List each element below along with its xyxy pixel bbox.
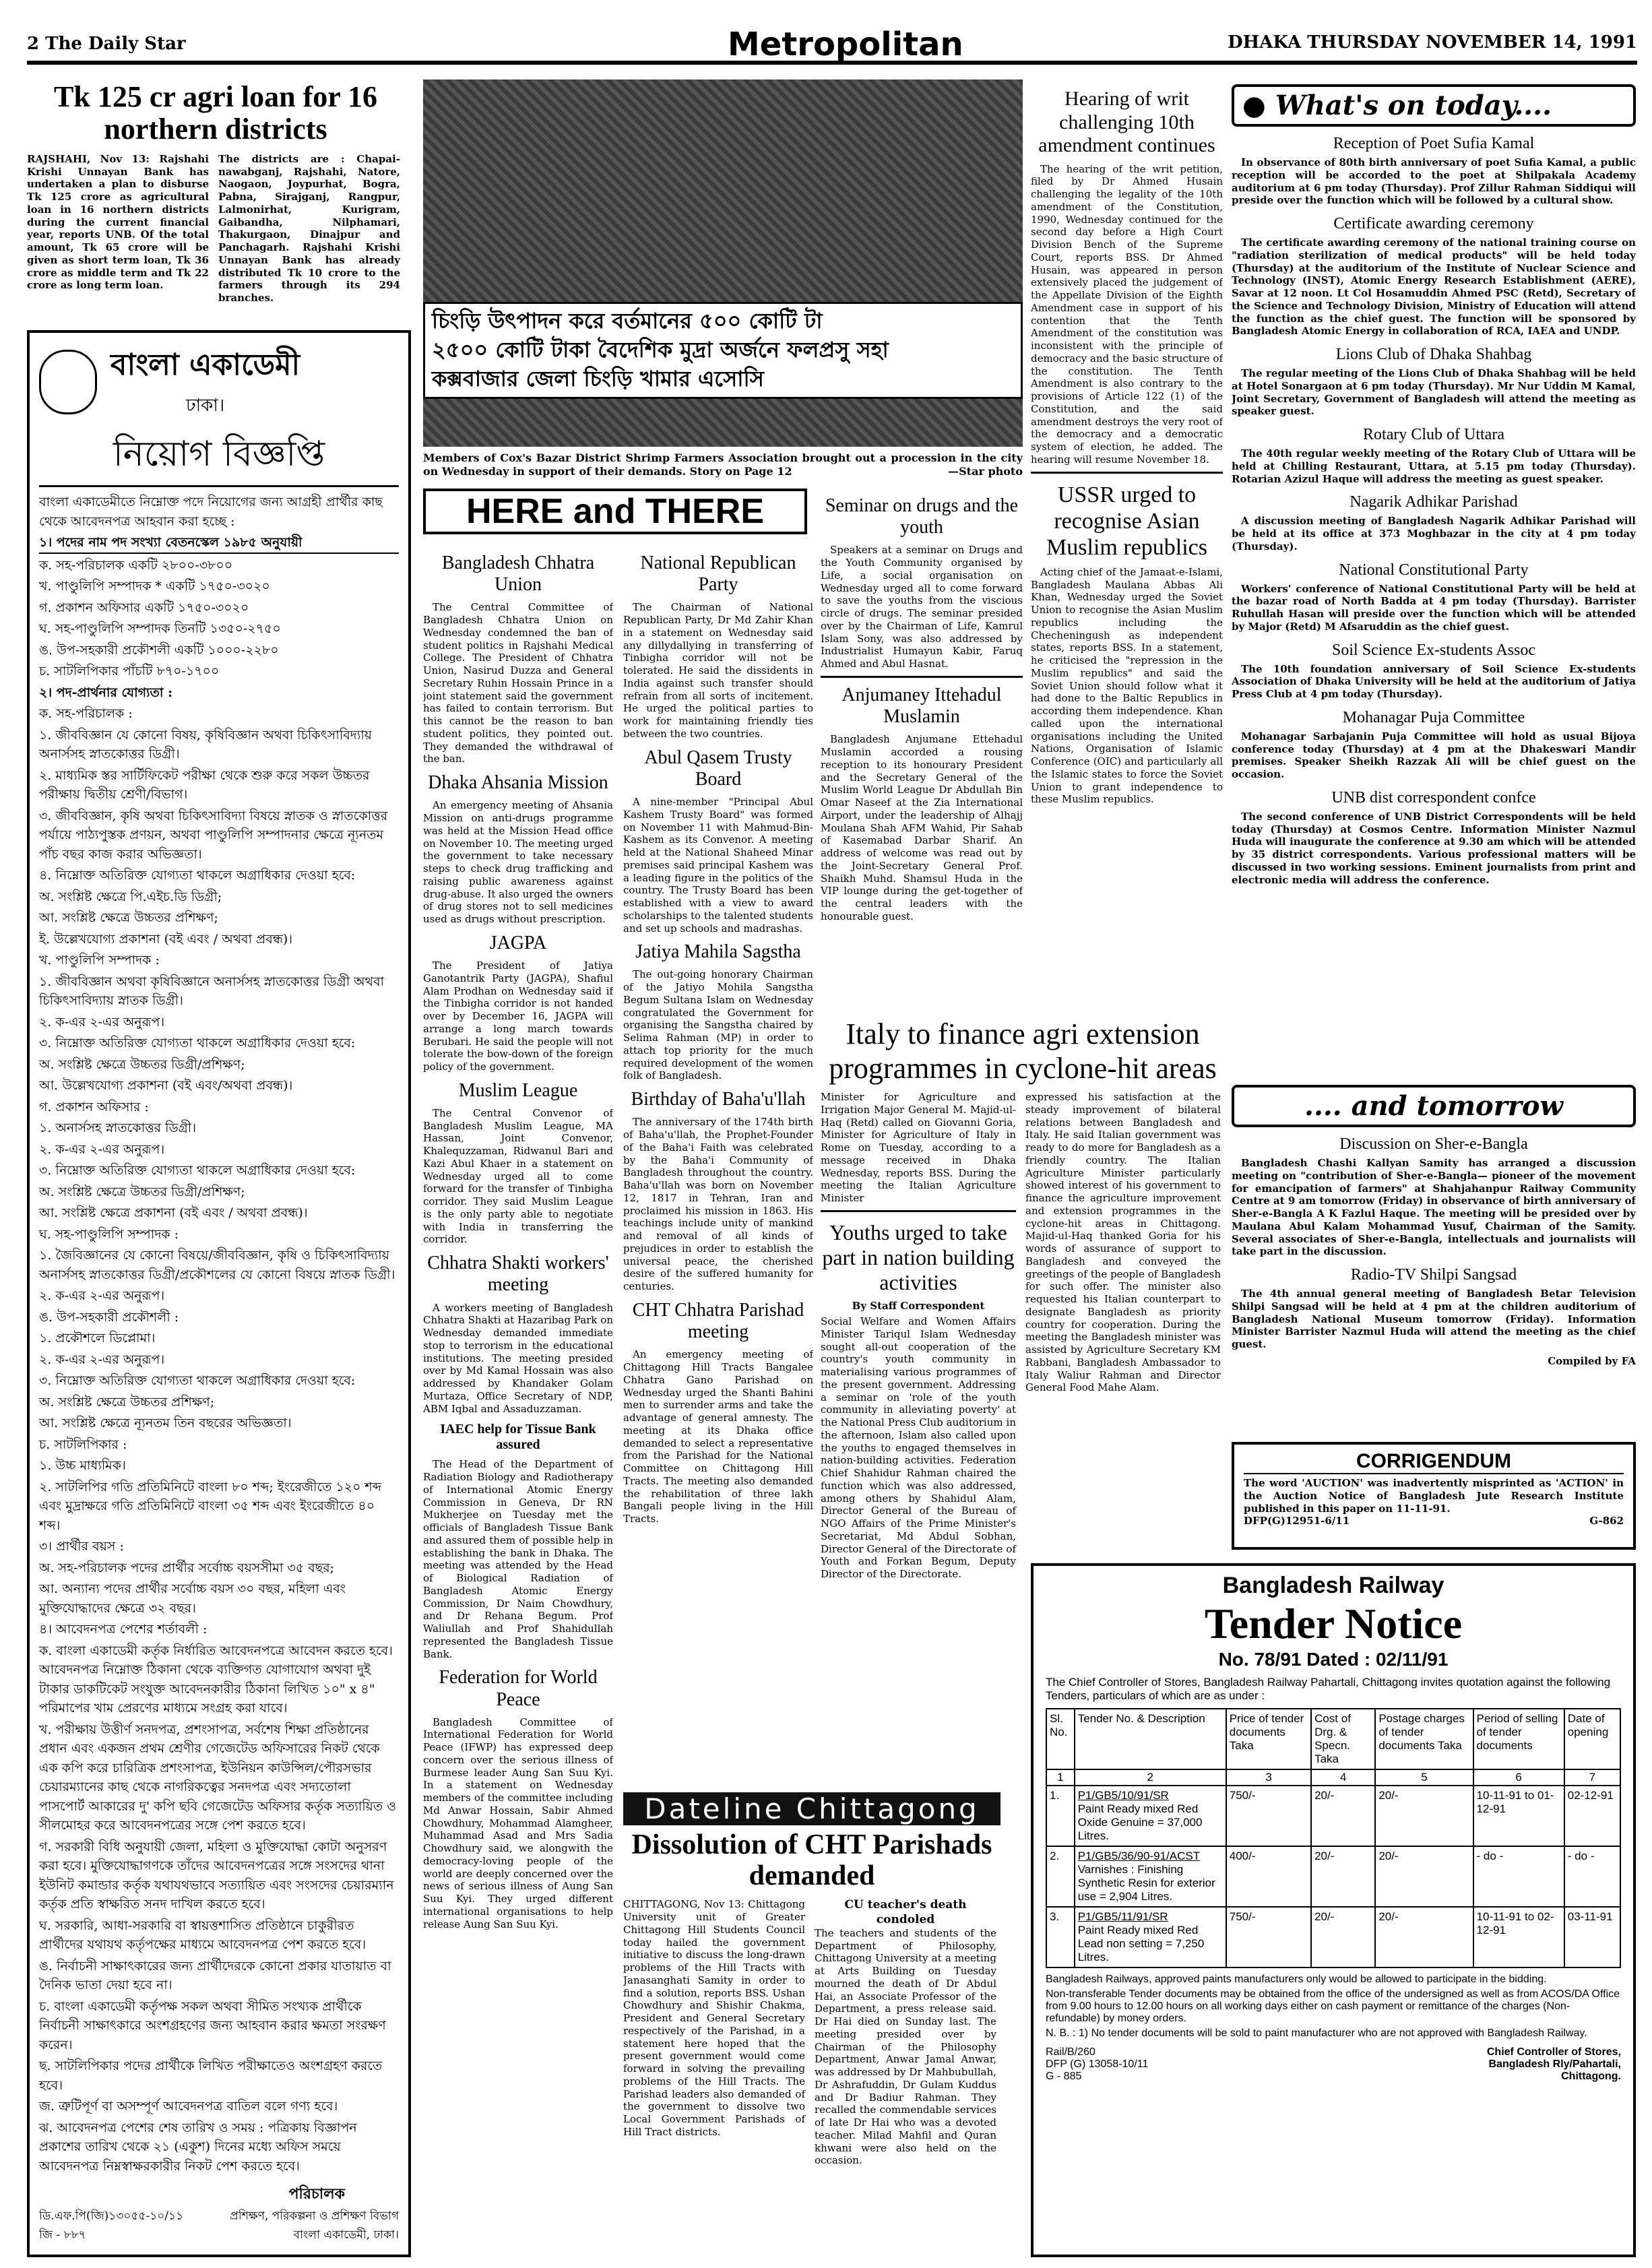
tender-sl: 2. xyxy=(1046,1846,1075,1907)
qualification-item: ২. ক-এর ২-এর অনুরূপ। xyxy=(39,1288,165,1303)
article-headline: National Republican Party xyxy=(640,553,796,596)
tender-row xyxy=(1046,1846,1620,1907)
tender-item-desc: Paint Ready mixed Red Oxide Genuine = 37,000 Litres. xyxy=(1077,1802,1203,1842)
post-row: গ. প্রকাশন অফিসার একটি ১৭৫০-৩০২০ xyxy=(39,600,249,615)
tender-postage: 20/- xyxy=(1375,1907,1473,1967)
tender-period: - do - xyxy=(1473,1846,1564,1907)
qualification-item: ঘ. সহ-পাণ্ডুলিপি সম্পাদক : xyxy=(39,1226,179,1242)
agri-loan-col1: RAJSHAHI, Nov 13: Rajshahi Krishi Unnayan Bank has undertaken a plan to disburse Tk 125 crore as agricultural loan in 16 northern districts during the current financial year, reports UNB. Of the total amount, Tk 65 crore will be given as short term loan, Tk 36 crore as middle term and Tk 22 crore as long term loan. xyxy=(27,152,209,292)
article-headline: Chhatra Shakti workers' meeting xyxy=(427,1253,609,1296)
tender-column-number: 5 xyxy=(1375,1769,1473,1786)
qualification-item: ৩। প্রার্থীর বয়স : xyxy=(39,1539,124,1554)
today-event-body: In observance of 80th birth anniversary of poet Sufia Kamal, a public reception will be accorded to the poet at Shilpakala Academy auditorium at 6 pm today (Thursday). Prof Zillur Rahman Siddiqui will preside over the function which will be followed by a cultural show. xyxy=(1232,156,1636,207)
post-row: ঙ. উপ-সহকারী প্রকৌশলী একটি ১০০০-২২৮০ xyxy=(39,642,279,658)
tender-column-header: Cost of Drg. & Specn. Taka xyxy=(1311,1709,1375,1769)
tomorrow-event-title: Radio-TV Shilpi Sangsad xyxy=(1350,1266,1517,1284)
qualification-item: ২. ক-এর ২-এর অনুরূপ। xyxy=(39,1141,165,1157)
tender-opening: 03-11-91 xyxy=(1564,1907,1620,1967)
qualification-item: আ. সংশ্লিষ্ট ক্ষেত্রে উচ্চতর প্রশিক্ষণ; xyxy=(39,910,218,925)
qual-head: ২। পদ-প্রার্থনার যোগ্যতা : xyxy=(39,685,172,700)
qualification-item: ৪। আবেদনপত্র পেশের শর্তাবলী : xyxy=(39,1622,208,1637)
qualification-item: ৩. নিম্নোক্ত অতিরিক্ত যোগ্যতা থাকলে অগ্রাধিকার দেওয়া হবে: xyxy=(39,1163,356,1178)
masthead-rule xyxy=(27,61,1637,65)
qualification-item: ই. উল্লেখযোগ্য প্রকাশনা (বই এবং / অথবা প্রবন্ধ)। xyxy=(39,931,293,947)
academy-city: ঢাকা। xyxy=(185,396,225,416)
article-body: The Central Committee of Bangladesh Chhatra Union on Wednesday condemned the ban of student politics in Rajshahi Medical College. The President of Chhatra Union, Nasirud Duzza and General Secretary Ruhin Hossain Prince in a joint statement said the government has failed to contain terrorism. But this cannot be the reason to ban student politics, they pointed out. They demanded the withdrawal of the ban. xyxy=(423,601,613,765)
qualification-item: ২. ক-এর ২-এর অনুরূপ। xyxy=(39,1352,165,1367)
tender-notice xyxy=(1031,1563,1636,2257)
tender-period: 10-11-91 to 01-12-91 xyxy=(1473,1786,1564,1846)
tender-postage: 20/- xyxy=(1375,1846,1473,1907)
tender-opening: - do - xyxy=(1564,1846,1620,1907)
writ-ussr-column xyxy=(1031,88,1223,1017)
tender-number: No. 78/91 Dated : 02/11/91 xyxy=(1218,1649,1449,1670)
qualification-item: অ. সংশ্লিষ্ট ক্ষেত্রে পি.এইচ.ডি ডিগ্রী; xyxy=(39,889,222,904)
photo-credit: —Star photo xyxy=(948,465,1023,478)
youths-headline: Youths urged to take part in nation building activities xyxy=(822,1220,1015,1294)
bullet-icon: ● xyxy=(1242,90,1266,121)
today-event-title: UNB dist correspondent confce xyxy=(1331,788,1536,807)
writ-headline: Hearing of writ challenging 10th amendment continues xyxy=(1038,88,1215,156)
seminar-body: Speakers at a seminar on Drugs and the Youth Community organised by Life, a social organisation on Wednesday urged all to come forward to save the youths from the viscious circle of drugs. The seminar presided over by the Chairman of Life, Kamrul Islam Sony, was also addressed by Industrialist Humayun Kabir, Faruq Ahmed and Abul Hasnat. xyxy=(821,544,1023,670)
corrigendum-code: G-862 xyxy=(1589,1515,1624,1527)
anjumaney-body: Bangladesh Anjumane Ettehadul Muslamin accorded a rousing reception to its honourary President and the Secretary General of the Muslim World League Dr Abdullah Bin Omar Naseef at the Zia International Airport, under the leadership of Alhajj Moulana Shah AFM Wahid, Pir Sahab of Kasemabad Darbar Sharif. An address of welcome was read out by the Joint-Secretary General Prof. Shaikh Muhd. Shamsul Huda in the VIP lounge during the get-together of the central leaders with the honourable guest. xyxy=(821,733,1023,922)
today-event-title: Certificate awarding ceremony xyxy=(1333,215,1534,232)
photo-banner xyxy=(423,302,1023,399)
tender-rows xyxy=(1046,1786,1620,1967)
corrigendum-title: CORRIGENDUM xyxy=(1244,1450,1624,1474)
tender-item-desc: Varnishes : Finishing Synthetic Resin for exterior use = 2,904 Litres. xyxy=(1077,1863,1215,1903)
today-banner xyxy=(1232,84,1636,127)
and-tomorrow xyxy=(1232,1085,1636,1462)
article-headline: CHT Chhatra Parishad meeting xyxy=(632,1299,804,1343)
tender-description xyxy=(1075,1846,1226,1907)
page-label: 2 The Daily Star xyxy=(27,34,186,54)
seminar-headline: Seminar on drugs and the youth xyxy=(825,495,1019,538)
qualification-item: অ. সংশ্লিষ্ট ক্ষেত্রে উচ্চতর ডিগ্রী/প্রশিক্ষণ; xyxy=(39,1184,245,1199)
qualification-item: ঘ. সরকারি, আধা-সরকারি বা স্বায়ত্তশাসিত প্রতিষ্ঠানে চাকুরীরত প্রার্থীদের যথাযথ কর্তৃপক্ষের মাধ্যমে আবেদনপত্র পেশ করতে হবে। xyxy=(39,1918,367,1952)
tender-column-header: Postage charges of tender documents Taka xyxy=(1375,1709,1473,1769)
qualification-item: ১. অনার্সসহ স্নাতকোত্তর ডিগ্রী। xyxy=(39,1121,197,1135)
tender-row xyxy=(1046,1786,1620,1846)
italy-col2: expressed his satisfaction at the steady improvement of bilateral relations between Bangladesh and Italy. He said Italian government was ready to do more for Bangladesh as a friendly country. The Italian Agriculture Minister particularly showed interest of his government to finance the agriculture improvement and extension programmes in the cyclone-hit areas in Chittagong. Majid-ul-Haq thanked Goria for his words of assurance of support to Bangladesh and conveyed the greetings of the people of Bangladesh for such offer. The minister also requested his Italian counterpart to designate Bangladesh as priority country for cooperation. During the meeting the Bangladesh minister was assisted by Agriculture Secretary KM Rabbani, Bangladesh Ambassador to Italy Waliur Rahman and Director General Food Mahe Alam. xyxy=(1025,1091,1221,1394)
qualification-item: ৩. নিম্নোক্ত অতিরিক্ত যোগ্যতা থাকলে অগ্রাধিকার দেওয়া হবে: xyxy=(39,1373,356,1388)
corrigendum xyxy=(1232,1442,1636,1550)
qualification-item: ক. বাংলা একাডেমী কর্তৃক নির্ধারিত আবেদনপত্রে আবেদন করতে হবে। আবেদনপত্র নিম্নোক্ত ঠিকানা থেকে ব্যক্তিগত যোগাযোগ অথবা দুই টাকার ডাকটিকেট সংযুক্ত আবেদনকারীর ঠিকানা লিখিত ১০" x ৪" পরিমাপের খাম প্রেরণের মাধ্যমে সংগ্রহ করা যাবে। xyxy=(39,1643,393,1715)
caption-text: Members of Cox's Bazar District Shrimp Farmers Association brought out a procession in the city on Wednesday in support of their demands. Story on Page 12 xyxy=(423,451,1023,478)
corrigendum-ref: DFP(G)12951-6/11 xyxy=(1244,1515,1350,1527)
today-event-title: Nagarik Adhikar Parishad xyxy=(1349,493,1518,511)
post-row: খ. পাণ্ডুলিপি সম্পাদক * একটি ১৭৫০-৩০২০ xyxy=(39,579,270,594)
whats-on-today xyxy=(1232,84,1636,1129)
tender-header-row xyxy=(1046,1709,1620,1769)
today-event-title: Mohanagar Puja Committee xyxy=(1342,708,1525,726)
tender-column-number: 4 xyxy=(1311,1769,1375,1786)
today-event-title: Rotary Club of Uttara xyxy=(1363,426,1504,443)
today-event-title: National Constitutional Party xyxy=(1339,561,1529,579)
qualification-item: জ. ত্রুটিপূর্ণ বা অসম্পূর্ণ আবেদনপত্র বাতিল বলে গণ্য হবে। xyxy=(39,2099,338,2114)
tender-price: 400/- xyxy=(1226,1846,1311,1907)
article-headline: IAEC help for Tissue Bank assured xyxy=(440,1422,596,1453)
qualification-item: ৩. নিম্নোক্ত অতিরিক্ত যোগ্যতা থাকলে অগ্রাধিকার দেওয়া হবে: xyxy=(39,1036,356,1050)
tender-cost: 20/- xyxy=(1311,1907,1375,1967)
article-body: The Central Convenor of Bangladesh Muslim League, MA Hassan, Joint Convenor, Khalequzzaman, Ridwanul Bari and Kazi Abul Khaer in a statement on Wednesday urged all to come forward for the transfer of Tinbigha corridor. They said Muslim League is the only party able to negotiate with India in transferring the corridor. xyxy=(423,1106,613,1246)
tender-sl: 3. xyxy=(1046,1907,1075,1967)
dateline: DHAKA THURSDAY NOVEMBER 14, 1991 xyxy=(1228,32,1637,53)
bangla-academy-ad xyxy=(27,330,411,2257)
qualification-item: গ. প্রকাশন অফিসার : xyxy=(39,1099,149,1114)
agri-loan-article xyxy=(27,81,404,323)
article-headline: Abul Qasem Trusty Board xyxy=(644,747,792,790)
cu-body: The teachers and students of the Department of Philosophy, Chittagong University at a meeting at Arts Building on Tuesday mourned the death of Dr Abdul Hai, an Associate Professor of the Department, a press release said. Dr Hai died on Sunday last. The meeting presided over by Chairman of the Philosophy Department, Anwar Jamal Anwar, was addressed by Dr Mahbubullah, Dr Ashrafuddin, Dr Gulam Kuddus and Dr Badiur Rahman. They recalled the commendable services of late Dr Hai who was a devoted teacher. Milad Mahfil and Quran khwani were also held on the occasion. xyxy=(815,1926,996,2167)
tender-number-code: P1/GB5/36/90-91/ACST xyxy=(1077,1850,1201,1862)
article-body: The anniversary of the 174th birth of Baha'u'llah, the Prophet-Founder of the Baha'i Faith was celebrated by the Baha'i Community of Bangladesh throughout the country. Baha'u'llah was born on November 12, 1817 in Tehran, Iran and proclaimed his mission in 1863. His teachings include unity of mankind and removal of all kinds of prejudices in order to establish the universal peace, the cherished desire of the suffered humanity for centuries. xyxy=(623,1116,813,1293)
signatory-title: পরিচালক xyxy=(288,2185,345,2203)
qualification-item: ঙ. উপ-সহকারী প্রকৌশলী : xyxy=(39,1309,179,1325)
tender-signatory: Bangladesh Rly/Pahartali, xyxy=(1488,2058,1621,2070)
article-body: A workers meeting of Bangladesh Chhatra Shakti at Hazaribag Park on Wednesday demanded immediate stop to terrorism in the educational institutions. The meeting presided over by Md Kamal Hossain was also addressed by Khandaker Golam Murtaza, Office Secretary of NDP, ABM Iqbal and Assaduzzaman. xyxy=(423,1301,613,1415)
tender-price: 750/- xyxy=(1226,1786,1311,1846)
article-body: An emergency meeting of Ahsania Mission on anti-drugs programme was held at the Mission Head office on November 10. The meeting urged the government to take necessary steps to check drug trafficking and raising public awareness against drug-abuse. It also urged the owners of drug stores not to sell medicines used as drugs without prescription. xyxy=(423,799,613,926)
qualification-item: ২. সাটলিপির গতি প্রতিমিনিটে বাংলা ৮০ শব্দ; ইংরেজীতে ১২০ শব্দ এবং মুদ্রাক্ষরে গতি প্রতিমিনিটে বাংলা ৩৫ শব্দ এবং ইংরেজীতে ৪০ শব্দ। xyxy=(39,1479,381,1533)
tender-cost: 20/- xyxy=(1311,1846,1375,1907)
banner-line: ২৫০০ কোটি টাকা বৈদেশিক মুদ্রা অর্জনে ফলপ্রসু সহা xyxy=(432,337,889,363)
writ-body: The hearing of the writ petition, filed by Dr Ahmed Husain challenging the legality of the 10th amendment of the Constitution, 1990, Wednesday continued for the second day before a High Court Division Bench of the Supreme Court, reports BSS. Dr Ahmed Husain, was appeared in person extensively placed the judgement of the Appellate Division of the Eighth Amendment case in support of his contention that the Tenth Amendment of the constitution was inconsistent with the principle of democracy and the basic structure of the constitution. The Tenth Amendment is also contrary to the provisions of Article 122 (1) of the Constitution, and the said amendment destroys the very root of the democracy and a democratic system of election, he added. The hearing will resume November 18. xyxy=(1031,162,1223,466)
qualification-item: ১. প্রকৌশলে ডিপ্লোমা। xyxy=(39,1331,156,1346)
divider xyxy=(821,676,1023,678)
tender-number-code: P1/GB5/10/91/SR xyxy=(1077,1789,1169,1802)
qualification-item: ৩. জীববিজ্ঞান, কৃষি অথবা চিকিৎসাবিদ্যা বিষয়ে স্নাতক ও স্নাতকোত্তর পর্যায়ে পাঠ্যপুস্তক প্রণয়ন, অথবা পাণ্ডুলিপি সম্পাদনার ক্ষেত্রে ন্যূনতম পাঁচ বছর কাজ করার অভিজ্ঞতা। xyxy=(39,808,388,862)
article-headline: JAGPA xyxy=(489,932,547,953)
article-headline: Jatiya Mahila Sagstha xyxy=(635,941,801,963)
tender-column-number: 3 xyxy=(1226,1769,1311,1786)
here-there-title: HERE and THERE xyxy=(423,489,807,534)
qualification-item: ক. সহ-পরিচালক : xyxy=(39,706,133,721)
article-headline: Dhaka Ahsania Mission xyxy=(428,772,608,794)
qualification-item: আ. সংশ্লিষ্ট ক্ষেত্রে ন্যূনতম তিন বছরের অভিজ্ঞতা। xyxy=(39,1416,292,1430)
tender-column-header: Price of tender documents Taka xyxy=(1226,1709,1311,1769)
ad-title: নিয়োগ বিজ্ঞপ্তি xyxy=(39,427,399,487)
here-there-col1 xyxy=(423,546,613,2257)
tender-period: 10-11-91 to 02-12-91 xyxy=(1473,1907,1564,1967)
ussr-body: Acting chief of the Jamaat-e-Islami, Bangladesh Maulana Abbas Ali Khan, Wednesday urged the Soviet Union to recognise the Asian Muslim republics including the Checheningush as independent states, reports BSS. In a statement, he criticised the "repression in the Muslim republics" and said the Soviet Union should follow what it had done to the Baltic Republics in according them independence. Khan called upon the international organisations including the United Nations, Organisation of Islamic Conference (OIC) and particularly all the Islamic states to force the Soviet Union to grant independence to these Muslim republics. xyxy=(1031,565,1223,806)
qualification-item: আ. উল্লেখযোগ্য প্রকাশনা (বই এবং/অথবা প্রবন্ধ)। xyxy=(39,1078,293,1093)
agri-loan-headline: Tk 125 cr agri loan for 16 northern districts xyxy=(54,81,377,146)
qualification-item: ২. মাধ্যমিক স্তর সার্টিফিকেট পরীক্ষা থেকে শুরু করে সকল উচ্চতর পরীক্ষায় দ্বিতীয় শ্রেণী/বিভাগ। xyxy=(39,767,370,802)
tender-column-header: Date of opening xyxy=(1564,1709,1620,1769)
qualification-item: গ. সরকারী বিধি অনুযায়ী জেলা, মহিলা ও মুক্তিযোদ্ধা কোটা অনুসরণ করা হবে। মুক্তিযোদ্ধাগণকে তাঁদের আবেদনপত্রের সঙ্গে সংসদের থানা ইউনিট কমান্ডার কর্তৃক যথাযথভাবে সত্যায়িত এবং সংসদের চেয়ারম্যান কর্তৃক প্রতি স্বাক্ষরিত সনদ দাখিল করতে হবে। xyxy=(39,1839,394,1912)
post-row: চ. সাটলিপিকার পাঁচটি ৮৭০-১৭০০ xyxy=(39,664,220,679)
tender-price: 750/- xyxy=(1226,1907,1311,1967)
tender-ref: G - 885 xyxy=(1046,2071,1082,2082)
today-event-body: A discussion meeting of Bangladesh Nagarik Adhikar Parishad will be held at its office at 373 Moghbazar in the city at 4 pm today (Thursday). xyxy=(1232,515,1636,553)
procession-photo xyxy=(423,80,1023,447)
banner-line: কক্সবাজার জেলা চিংড়ি খামার এসোসি xyxy=(432,366,764,392)
tomorrow-event-body: Bangladesh Chashi Kallyan Samity has arranged a discussion meeting on "contribution of Sher-e-Bangla— pioneer of the movement for emancipation of farmers" at Shahjahanpur Railway Community Centre at 9 am tomorrow (Friday) in observance of birth anniversary of Sher-e-Bangla A K Fazlul Haque. The meeting will be presided over by Maulana Abul Kalam Mohammad Yusuf, Chairman of the Samity. Several associates of Sher-e-Bangla, intellectuals and journalists will take part in the discussion. xyxy=(1232,1157,1636,1258)
qualification-item: ১. উচ্চ মাধ্যমিক। xyxy=(39,1458,126,1473)
today-event-title: Reception of Poet Sufia Kamal xyxy=(1333,135,1535,152)
cu-headline: CU teacher's death condoled xyxy=(844,1898,967,1926)
banner-line: চিংড়ি উৎপাদন করে বর্তমানের ৫০০ কোটি টা xyxy=(432,308,823,334)
tender-signatory: Chief Controller of Stores, xyxy=(1486,2046,1621,2058)
article-headline: Federation for World Peace xyxy=(439,1667,598,1710)
tomorrow-event-body: The 4th annual general meeting of Bangladesh Betar Television Shilpi Sangsad will be held at 4 pm at the children auditorium of Bangladesh National Museum tomorrow (Friday). Information Minister Barrister Nazmul Huda will attend the meeting as the chief guest. xyxy=(1232,1288,1636,1350)
article-body: Bangladesh Committee of International Federation for World Peace (IFWP) has expressed deep concern over the serious illness of Burmese leader Aung San Suu Kyi. In a statement on Wednesday members of the committee including Md Anwar Hossain, Sabir Ahmed Chowdhury, Mohammad Alamgheer, Muhammad Asad and Mrs Sadia Chowdhury said, we alongwith the democracy-loving people of the world are deeply concerned over the news of serious illness of Aung San Suu Kyi. They urged different international organisations to help release Aung San Suu Kyi. xyxy=(423,1715,613,1930)
qualification-item: ঙ. নির্বাচনী সাক্ষাৎকারের জন্য প্রার্থীদেরকে কোনো প্রকার যাতায়াত বা দৈনিক ভাতা দেয়া হবে না। xyxy=(39,1958,391,1992)
article-headline: Bangladesh Chhatra Union xyxy=(441,553,595,596)
tender-intro: The Chief Controller of Stores, Bangladesh Railway Pahartali, Chittagong invites quotation against the following Tenders, particulars of which are as under : xyxy=(1046,1676,1611,1702)
youths-body: Social Welfare and Women Affairs Minister Tariqul Islam Wednesday sought all-out cooperation of the country's youth community in materialising various programmes of the present government. Addressing a seminar on 'role of the youth community in alleviating poverty' at the National Press Club auditorium in the afternoon, Islam also called upon the youths to engaged themselves in nation-building activities. Federation Chief Shahidur Rahman chaired the function which was also addressed, among others by Shahidul Alam, Director General of the Bureau of NGO Affairs of the Prime Minister's Secretariat, Md Abdul Sobhan, Director General of the Directorate of Youth and Forkan Begum, Deputy Director of the Directorate. xyxy=(821,1315,1016,1581)
tender-column-number: 6 xyxy=(1473,1769,1564,1786)
tender-ref: DFP (G) 13058-10/11 xyxy=(1046,2058,1149,2070)
here-there-col2 xyxy=(623,546,813,1664)
qualification-item: চ. বাংলা একাডেমী কর্তৃপক্ষ সকল অথবা সীমিত সংখ্যক প্রার্থীকে নির্বাচনী সাক্ষাৎকারে অংশগ্রহণের জন্য আহবান করার ক্ষমতা সংরক্ষণ করেন। xyxy=(39,1998,386,2052)
signatory-dept: প্রশিক্ষণ, পরিকল্পনা ও প্রশিক্ষণ বিভাগ xyxy=(230,2209,399,2223)
tomorrow-banner: .... and tomorrow xyxy=(1232,1085,1636,1127)
article-headline: Birthday of Baha'u'llah xyxy=(631,1089,806,1110)
today-event-body: The regular meeting of the Lions Club of Dhaka Shahbag will be held at Hotel Sonargaon at 6 pm today (Thursday). Mr Nur Uddin M Kamal, Joint Secretary, Government of Bangladesh will attend the meeting as speaker guest. xyxy=(1232,367,1636,418)
italy-col1: Minister for Agriculture and Irrigation Major General M. Majid-ul- Haq (Retd) called on Giovanni Goria, Minister for Agriculture of Italy in Rome on Tuesday, according to a message received in Dhaka Wednesday, reports BSS. During the meeting the Italian Agriculture Minister xyxy=(821,1091,1016,1205)
tender-row xyxy=(1046,1907,1620,1967)
today-event-body: The 10th foundation anniversary of Soil Science Ex-students Association of Dhaka University will be held at the auditorium of Jatiya Press Club at 4 pm today (Thursday). xyxy=(1232,662,1636,700)
article-body: The Chairman of National Republican Party, Dr Md Zahir Khan in a statement on Wednesday said any dillydallying in transferring of Tinbigha corridor will not be tolerated. He said the dissidents in India against such transfer should refrain from all sorts of incitement. He urged the political parties to work for maintaining friendly ties between the two countries. xyxy=(623,601,813,740)
tender-column-number: 1 xyxy=(1046,1769,1075,1786)
today-event-body: Workers' conference of National Constitutional Party will be held at the bazar road of North Badda at 4 pm today (Thursday). Barrister Ruhullah Hasan will preside over the function which will be attended by Major (Retd) M Afsaruddin as the chief guest. xyxy=(1232,582,1636,633)
post-row: ক. সহ-পরিচালক একটি ২৮০০-৩৮০০ xyxy=(39,557,233,573)
divider xyxy=(821,1210,1016,1212)
article-headline: Muslim League xyxy=(458,1079,578,1101)
article-body: An emergency meeting of Chittagong Hill Tracts Bangalee Chhatra Gano Parishad on Wednesday urged the Shanti Bahini men to surrender arms and take the advantage of general amnesty. The meeting at its Dhaka office demanded to select a representative from the Parishad for the National Committee on Chittagong Hill Tracts. The meeting also demanded the rehabilitation of three lakh Bangali people living in the Hill Tracts. xyxy=(623,1348,813,1525)
cht-body: CHITTAGONG, Nov 13: Chittagong University unit of Greater Chittagong Hill Students Council today hailed the government initiative to discuss the long-drawn problems of the Hill Tracts with Janasanghati Samity in order to find a solution, reports BSS. Ushan Chowdhury and Shishir Chakma, President and General Secretary respectively of the Parishad, in a statement here hoped that the present government would come forward in solving the prevailing problems of the Hill Tracts. The Parishad leaders also demanded of the government to dissolve two Local Government Parishads of Hill Tract districts. xyxy=(623,1898,805,2138)
article-body: The President of Jatiya Ganotantrik Party (JAGPA), Shafiul Alam Prodhan on Wednesday said if the Tinbigha corridor is not handed over by December 16, JAGPA will arrange a long march towards Berubari. He said the people will not tolerate the bow-down of the foreign policy of the government. xyxy=(423,959,613,1073)
qualification-item: আ. অন্যান্য পদের প্রার্থীর সর্বোচ্চ বয়স ৩০ বছর, মহিলা এবং মুক্তিযোদ্ধাদের ক্ষেত্রে ৩২ বছর। xyxy=(39,1581,346,1616)
cht-headline: Dissolution of CHT Parishads demanded xyxy=(631,1829,992,1892)
section-title: Metropolitan xyxy=(728,26,963,63)
today-banner-text: What's on today.... xyxy=(1275,90,1552,121)
tender-ref: Rail/B/260 xyxy=(1046,2046,1095,2058)
tender-signatory: Chittagong. xyxy=(1561,2071,1621,2082)
today-event-body: The 40th regular weekly meeting of the Rotary Club of Uttara will be held at Chilling Restaurant, Uttara, at 5.15 pm today (Thursday). Rotarian Azizul Haque will address the meeting as guest speaker. xyxy=(1232,447,1636,485)
post-row: ঘ. সহ-পাণ্ডুলিপি সম্পাদক তিনটি ১৩৫০-২৭৫০ xyxy=(39,621,281,636)
divider xyxy=(1031,472,1223,474)
tender-column-header: Sl. No. xyxy=(1046,1709,1075,1769)
qualification-list xyxy=(39,704,399,2176)
qualification-item: ১. জৈবিজ্ঞানের যে কোনো বিষয়ে/জীববিজ্ঞান, কৃষি ও চিকিৎসাবিদ্যায় অনার্সসহ স্নাতকোত্তর ডিগ্রী/প্রকৌশলের যে কোনো বিষয়ে স্নাতক ডিগ্রী। xyxy=(39,1248,395,1282)
qualification-item: চ. সাটলিপিকার : xyxy=(39,1437,127,1452)
qualification-item: ঝ. আবেদনপত্র পেশের শেষ তারিখ ও সময় : পত্রিকায় বিজ্ঞাপন প্রকাশের তারিখ থেকে ২১ (একুশ) দিনের মধ্যে অফিস সময়ে আবেদনপত্র নিম্নস্বাক্ষরকারীর নিকট পেশ করতে হবে। xyxy=(39,2120,357,2174)
tender-org: Bangladesh Railway xyxy=(1222,1573,1444,1598)
academy-logo-icon xyxy=(39,350,97,414)
youths-byline: By Staff Correspondent xyxy=(852,1300,985,1313)
tender-table xyxy=(1046,1708,1621,1968)
qualification-item: অ. সহ-পরিচালক পদের প্রার্থীর সর্বোচ্চ বয়সসীমা ৩৫ বছর; xyxy=(39,1560,335,1575)
tender-column-header: Tender No. & Description xyxy=(1075,1709,1226,1769)
qualification-item: আ. সংশ্লিষ্ট ক্ষেত্রে প্রকাশনা (বই এবং / অথবা প্রবন্ধ)। xyxy=(39,1205,308,1220)
tomorrow-event-title: Discussion on Sher-e-Bangla xyxy=(1339,1135,1528,1153)
qualification-item: ১. জীববিজ্ঞান যে কোনো বিষয়, কৃষিবিজ্ঞান অথবা চিকিৎসাবিদ্যায় অনার্সসহ স্নাতকোত্তর ডিগ্রী। xyxy=(39,727,372,761)
tender-cost: 20/- xyxy=(1311,1786,1375,1846)
qualification-item: ১. জীববিজ্ঞান অথবা কৃষিবিজ্ঞানে অনার্সসহ স্নাতকোত্তর ডিগ্রী অথবা চিকিৎসাবিদ্যায় স্নাতক ডিগ্রী। xyxy=(39,974,385,1008)
tender-sl: 1. xyxy=(1046,1786,1075,1846)
corrigendum-body: The word 'AUCTION' was inadvertently misprinted as 'ACTION' in the Auction Notice of Bangladesh Jute Research Institute published in this paper on 11-11-91. xyxy=(1244,1477,1624,1515)
italy-headline: Italy to finance agri extension programmes in cyclone-hit areas xyxy=(829,1017,1217,1085)
ad-intro: বাংলা একাডেমীতে নিম্নোক্ত পদে নিয়োগের জন্য আগ্রহী প্রার্থীর কাছ থেকে আবেদনপত্র আহবান করা হচ্ছে : xyxy=(39,495,383,529)
anjumaney-headline: Anjumaney Ittehadul Muslamin xyxy=(841,684,1002,728)
tender-note1: Bangladesh Railways, approved paints manufacturers only would be allowed to participate in the bidding. xyxy=(1046,1974,1547,1985)
article-body: The out-going honorary Chairman of the Jatiyo Mohila Sangstha Begum Sultana Islam on Wednesday congratulated the Government for organising the Sangstha chaired by Selima Rahman (MP) in order to attach top priority for the much required development of the women folk of Bangladesh. xyxy=(623,968,813,1082)
masthead xyxy=(27,26,1637,73)
ussr-headline: USSR urged to recognise Asian Muslim republics xyxy=(1046,482,1207,560)
qualification-item: খ. পরীক্ষায় উত্তীর্ণ সনদপত্র, প্রশংসাপত্র, সর্বশেষ শিক্ষা প্রতিষ্ঠানের প্রধান এবং একজন প্রথম শ্রেণীর গেজেটেড অফিসারের নিকট থেকে এক কপি করে চারিত্রিক প্রশংসাপত্র, ইউনিয়ন কাউন্সিল/পৌরসভার চেয়ারম্যানের কাছ থেকে নাগরিকত্বের সনদপত্র এবং সদ্যতোলা পাসপোর্ট আকারের দু' কপি ছবি গেজেটেড অফিসার কর্তৃক সত্যায়িত ও সীলমোহর করে আবেদনপত্রের সঙ্গে পেশ করতে হবে। xyxy=(39,1722,397,1833)
qualification-item: অ. সংশ্লিষ্ট ক্ষেত্রে উচ্চতর প্রশিক্ষণ; xyxy=(39,1394,215,1410)
tender-description xyxy=(1075,1907,1226,1967)
qualification-item: অ. সংশ্লিষ্ট ক্ষেত্রে উচ্চতর ডিগ্রী/প্রশিক্ষণ; xyxy=(39,1057,245,1072)
today-list xyxy=(1232,133,1636,886)
tender-note2: Non-transferable Tender documents may be obtained from the office of the undersigned as well as from ACOS/DA Office from 9.00 hours to 12.00 hours on all working days either on cash payment or remittance of the charges (Non-refundable) by money orders. xyxy=(1046,1988,1620,2024)
academy-name: বাংলা একাডেমী xyxy=(110,348,300,382)
today-event-body: The second conference of UNB District Correspondents will be held today (Thursday) at Cosmos Centre. Information Minister Nazmul Huda will inaugurate the conference at 9.30 am which will be attended by 35 district correspondents. Various professional matters will be discussed in two working sessions. Eminent journalists from print and electronic media will address the conference. xyxy=(1232,810,1636,886)
seminar-column xyxy=(821,489,1023,1007)
tender-item-desc: Paint Ready mixed Red Lead non setting = 7,250 Litres. xyxy=(1077,1924,1205,1963)
tender-postage: 20/- xyxy=(1375,1786,1473,1846)
dateline-chittagong xyxy=(623,1792,1000,2257)
tender-opening: 02-12-91 xyxy=(1564,1786,1620,1846)
tender-number-code: P1/GB5/11/91/SR xyxy=(1077,1910,1168,1923)
agri-loan-col2: The districts are : Chapai-nawabganj, Rajshahi, Natore, Naogaon, Joypurhat, Bogra, Pabna, Sirajganj, Rangpur, Lalmonirhat, Kurigram, Gaibandha, Nilphamari, Thakurgaon, Dinajpur and Panchagarh. Rajshahi Krishi Unnayan Bank has already distributed Tk 10 crore to the farmers through its 294 branches. xyxy=(218,152,400,305)
tender-nb: N. B. : 1) No tender documents will be sold to paint manufacturer who are not approved with Bangladesh Railway. xyxy=(1046,2027,1587,2039)
photo-caption xyxy=(423,451,1023,484)
ad-table-head: ১। পদের নাম পদ সংখ্যা বেতনস্কেল ১৯৮৫ অনুযায়ী xyxy=(39,533,399,554)
signatory-org: বাংলা একাডেমী, ঢাকা। xyxy=(293,2228,399,2242)
dateline-band: Dateline Chittagong xyxy=(623,1792,1000,1825)
ad-ref: ডি.এফ.পি(জি)১৩০৫৫-১০/১১ xyxy=(39,2209,184,2223)
tender-column-header: Period of selling of tender documents xyxy=(1473,1709,1564,1769)
qualification-item: খ. পাণ্ডুলিপি সম্পাদক : xyxy=(39,953,160,968)
qualification-item: ছ. সাটলিপিকার পদের প্রার্থীকে লিখিত পরীক্ষাতেও অংশগ্রহণ করতে হবে। xyxy=(39,2058,383,2093)
qualification-item: ২. ক-এর ২-এর অনুরূপ। xyxy=(39,1014,165,1030)
compiled-by: Compiled by FA xyxy=(1548,1354,1636,1367)
qualification-item: ৪. নিম্নোক্ত অতিরিক্ত যোগ্যতা থাকলে অগ্রাধিকার দেওয়া হবে: xyxy=(39,868,356,883)
tender-description xyxy=(1075,1786,1226,1846)
tender-title: Tender Notice xyxy=(1204,1600,1463,1647)
tomorrow-list xyxy=(1232,1134,1636,1351)
today-event-title: Lions Club of Dhaka Shahbag xyxy=(1335,346,1532,363)
tender-column-number: 7 xyxy=(1564,1769,1620,1786)
today-event-title: Soil Science Ex-students Assoc xyxy=(1332,641,1535,659)
ad-ref-code: জি - ৮৮৭ xyxy=(39,2228,86,2242)
today-event-body: Mohanagar Sarbajanin Puja Committee will hold as usual Bijoya conference today (Thursday) at 4 pm at the Dhakeswari Mandir premises. Speaker Sheikh Razzak Ali will be chief guest on the occasion. xyxy=(1232,730,1636,780)
article-body: A nine-member "Principal Abul Kashem Trusty Board" was formed on November 11 with Mahmud-Bin-Kashem as its Convenor. A meeting held at the National Shaheed Minar premises said principal Kashem was a leading figure in the politics of the country. The Trusty Board has been established with a view to award scholarships to the talented students and set up schools and madrashas. xyxy=(623,796,813,935)
tender-colnum-row xyxy=(1046,1769,1620,1786)
tender-column-number: 2 xyxy=(1075,1769,1226,1786)
today-event-body: The certificate awarding ceremony of the national training course on "radiation sterilization of medical products" will be held today (Thursday) at the auditorium of the Institute of Nuclear Science and Technology (INST), Atomic Energy Research Establishment (AERE), Savar at 12 noon. Lt Col Hosamuddin Ahmed PSC (Retd), Secretary of the Science and Technology Division, Ministry of Education will attend the function as the chief guest. The function will be sponsored by Bangladesh Atomic Energy in collaboration of RCA, IAEA and UNDP. xyxy=(1232,237,1636,338)
article-body: The Head of the Department of Radiation Biology and Radiotherapy of International Atomic Energy Commission in Geneva, Dr RN Mukherjee on Tuesday met the officials of Bangladesh Tissue Bank and assured them of possible help in establishing the bank in Dhaka. The meeting was attended by the Head of Biological Radiation of Bangladesh Atomic Energy Commission, Dr Naim Chowdhury, and Dr Rehana Begum. Prof Waliullah and Prof Shahidullah represented the Bangladesh Tissue Bank. xyxy=(423,1458,613,1660)
